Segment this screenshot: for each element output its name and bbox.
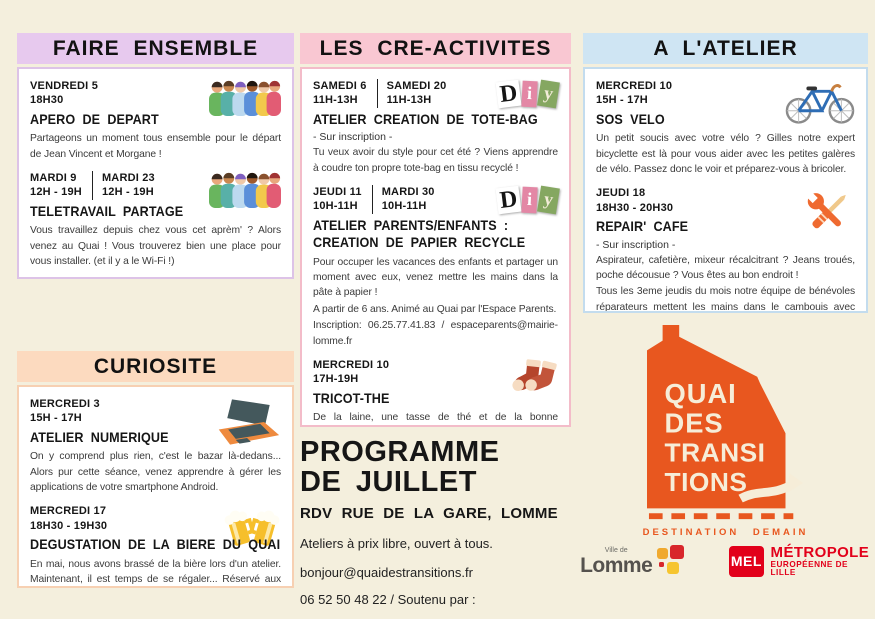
logo-word-transi: TRANSI xyxy=(664,437,765,468)
road-arrow xyxy=(787,473,803,493)
section-header-curiosite xyxy=(17,351,294,382)
house-logo xyxy=(647,325,805,522)
event-description: Tous les 3eme jeudis du mois notre équipe de bénévoles réparateurs mettent les mains dans le cambouis avec xyxy=(596,286,855,313)
event-title: ATELIER PARENTS/ENFANTS : CREATION DE PAPIER RECYCLE xyxy=(313,216,526,251)
event-date: MERCREDI 10 xyxy=(313,359,390,372)
section-header-cre-activites xyxy=(300,33,571,64)
mel-logo-text xyxy=(771,545,871,578)
event-date: SAMEDI 6 xyxy=(313,80,367,92)
section-title: A L'ATELIER xyxy=(653,36,798,60)
diy-letter-d: D xyxy=(495,80,521,109)
event-time: 18H30 - 20H30 xyxy=(596,201,674,214)
program-title-line2: DE JUILLET xyxy=(300,465,477,498)
diy-letter-d: D xyxy=(495,186,521,215)
event-description: Un petit soucis avec votre vélo ? Gilles notre expert bicyclette est là pour vous aider avec les petites galères de vélo. Passez donc le voir et préparez-vous à bricoler. xyxy=(596,133,855,175)
program-phone: 06 52 50 48 22 / Soutenu par : xyxy=(300,592,476,608)
lomme-logo xyxy=(580,545,687,577)
logo-tagline: DESTINATION DEMAIN xyxy=(642,527,809,538)
event-tricot-the xyxy=(313,358,558,427)
program-address: RDV RUE DE LA GARE, LOMME xyxy=(300,505,558,523)
event-time: 10H-11H xyxy=(381,200,427,213)
event-time: 18H30 - 19H30 xyxy=(30,519,108,532)
lomme-logo-text xyxy=(580,547,652,576)
lomme-villede-label: Ville de xyxy=(604,546,628,554)
event-atelier-numerique xyxy=(30,397,281,495)
diy-letter-i: i xyxy=(521,187,537,213)
event-sos-velo xyxy=(596,79,855,177)
logo-word-des: DES xyxy=(664,407,724,439)
event-description: Vous travaillez depuis chez vous cet aprèm' ? Alors venez au Quai ! Vous trouverez bien une place pour vous installer. (et il y a le Wi-Fi !) xyxy=(30,225,281,267)
event-note: - Sur inscription - xyxy=(313,131,393,144)
section-title: LES CRE-ACTIVITES xyxy=(319,36,552,60)
event-date: SAMEDI 20 xyxy=(386,80,447,92)
event-degustation-biere xyxy=(30,504,281,588)
mel-metropole-label: MÉTROPOLE xyxy=(770,544,870,561)
event-description: De la laine, une tasse de thé et de la bonne xyxy=(313,412,558,424)
event-title: ATELIER CREATION DE TOTE-BAG xyxy=(313,110,538,127)
lomme-squares-icon xyxy=(657,545,687,577)
diy-letter-y: y xyxy=(537,186,560,214)
event-date: JEUDI 11 xyxy=(313,185,362,198)
event-date: MERCREDI 17 xyxy=(30,505,107,518)
event-date: VENDREDI 5 xyxy=(30,80,99,92)
event-description: Pour occuper les vacances des enfants et partager un moment avec eux, venez mettre les mains dans la pâte à papier ! xyxy=(313,256,558,299)
event-time: 17H-19H xyxy=(313,373,359,386)
event-title: SOS VELO xyxy=(596,110,665,127)
logo-word-tions: TIONS xyxy=(664,466,747,497)
event-time: 18H30 xyxy=(30,94,64,107)
event-title: DEGUSTATION DE LA BIERE DU QUAI xyxy=(30,536,281,552)
lomme-name-label: Lomme xyxy=(580,553,653,577)
mel-abbr-box: MEL xyxy=(729,546,763,577)
logo-word-quai: QUAI xyxy=(664,378,737,410)
mel-europeenne-label: EUROPÉENNE DE LILLE xyxy=(770,559,849,578)
program-block xyxy=(300,438,571,607)
diy-icon xyxy=(497,187,558,213)
diy-letter-y: y xyxy=(537,80,560,108)
quai-des-transitions-logo xyxy=(583,325,868,538)
section-header-faire-ensemble xyxy=(17,33,294,64)
event-date: MARDI 23 xyxy=(101,171,155,184)
section-title: CURIOSITE xyxy=(93,354,218,378)
event-note: - Sur inscription - xyxy=(596,238,676,251)
card-cre-activites xyxy=(300,67,571,427)
event-repair-cafe xyxy=(596,186,855,313)
event-papier-recycle xyxy=(313,185,558,349)
mel-logo xyxy=(729,545,871,578)
partner-logos xyxy=(580,544,870,578)
event-description: On y comprend plus rien, c'est le bazar là-dedans... Alors pur cette séance, venez apprendre à gérer les applications de votre smartphone Android. xyxy=(30,451,281,493)
event-date: MARDI 9 xyxy=(30,171,77,184)
event-description: Tu veux avoir du style pour cet été ? Viens apprendre à coudre ton propre tote-bag en tissu recyclé ! xyxy=(313,147,558,174)
event-title: ATELIER NUMERIQUE xyxy=(30,428,169,445)
card-a-l-atelier xyxy=(583,67,868,313)
card-faire-ensemble xyxy=(17,67,294,279)
event-description: Aspirateur, cafetière, mixeur récalcitrant ? Jeans troués, poche décousue ? Vous êtes au bon endroit ! xyxy=(596,254,855,281)
card-curiosite xyxy=(17,385,294,588)
event-description: Inscription: 06.25.77.41.83 / espaceparents@mairie-lomme.fr xyxy=(313,320,558,347)
event-time: 12H - 19H xyxy=(101,186,154,199)
event-time: 15H - 17H xyxy=(30,412,82,425)
event-date: JEUDI 18 xyxy=(596,187,646,200)
event-description: A partir de 6 ans. Animé au Quai par l'Espace Parents. xyxy=(313,303,557,315)
event-time: 11H-13H xyxy=(313,94,358,107)
event-title: TELETRAVAIL PARTAGE xyxy=(30,202,184,219)
event-teletravail-partage xyxy=(30,171,281,269)
event-title: APERO DE DEPART xyxy=(30,110,159,127)
event-time: 10H-11H xyxy=(313,200,358,213)
event-title: REPAIR' CAFE xyxy=(596,218,689,234)
event-date: MERCREDI 10 xyxy=(596,80,673,92)
event-time: 12H - 19H xyxy=(30,186,82,199)
event-description: En mai, nous avons brassé de la bière lors d'un atelier. Maintenant, il est temps de se régaler... Réservé aux xyxy=(30,558,281,585)
program-title-line1: PROGRAMME xyxy=(300,436,500,468)
diy-icon xyxy=(497,81,558,107)
diy-letter-i: i xyxy=(521,81,537,107)
event-time: 15H - 17H xyxy=(596,94,648,107)
section-title: FAIRE ENSEMBLE xyxy=(52,36,259,60)
program-email: bonjour@quaidestransitions.fr xyxy=(300,565,473,581)
event-title: TRICOT-THE xyxy=(313,389,390,406)
event-tote-bag xyxy=(313,79,558,176)
section-header-a-l-atelier xyxy=(583,33,868,64)
tools-icon xyxy=(799,186,855,245)
event-date: MERCREDI 3 xyxy=(30,398,100,410)
event-description: Partageons un moment tous ensemble pour le départ de Jean Vincent et Morgane ! xyxy=(30,133,281,160)
event-date: MARDI 30 xyxy=(381,185,435,198)
program-price-note: Ateliers à prix libre, ouvert à tous. xyxy=(300,536,493,552)
event-apero-de-depart xyxy=(30,79,281,162)
event-time: 11H-13H xyxy=(386,94,432,107)
